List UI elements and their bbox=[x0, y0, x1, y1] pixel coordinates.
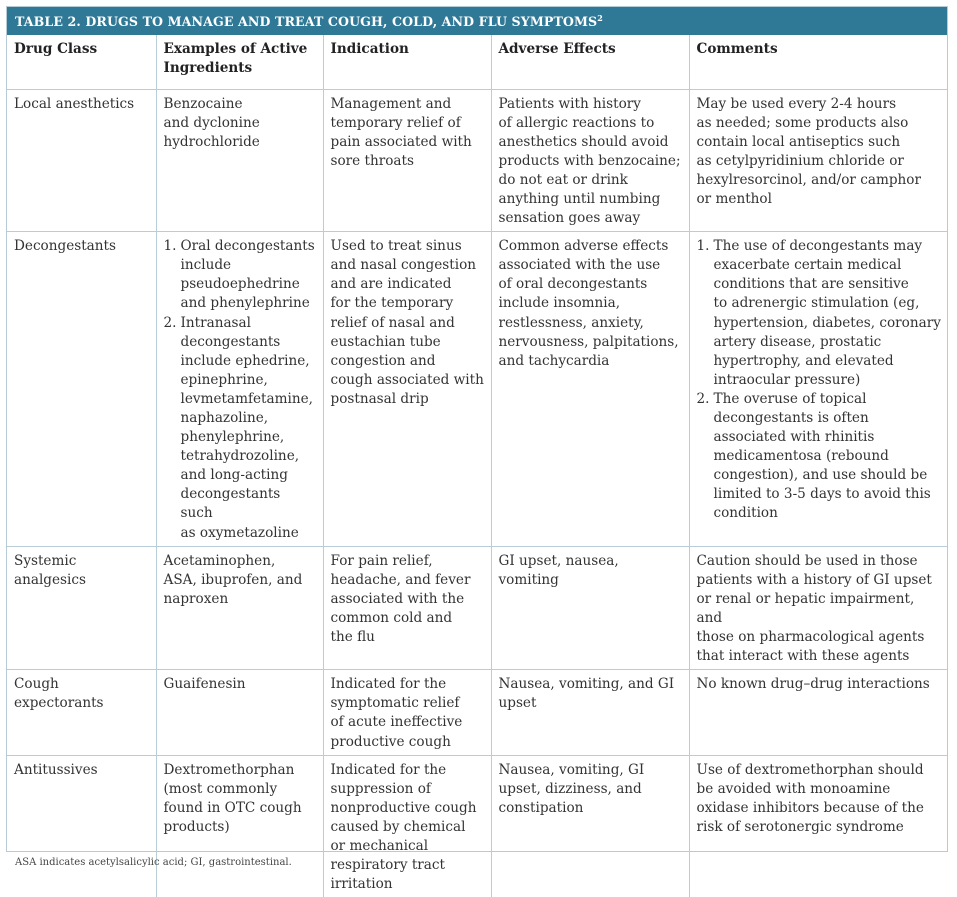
cell-comments bbox=[689, 755, 947, 897]
cell-text: Indicated for the symptomatic relief of acute ineffective productive cough bbox=[330, 676, 463, 750]
table-row bbox=[7, 755, 947, 897]
cell-text: Common adverse effects associated with the use of oral decongestants include insomnia, restlessness, anxiety, nervousness, palpitations, and tachycardia bbox=[498, 238, 679, 369]
list-number: 1. bbox=[696, 238, 710, 255]
cell-text: Systemic analgesics bbox=[14, 552, 86, 588]
cell-adverse-effects bbox=[491, 546, 689, 670]
table-row bbox=[7, 546, 947, 670]
list-text: Intranasal decongestants include ephedrine, epinephrine, levmetamfetamine, naphazoline, phenylephrine, tetrahydrozoline, and long-acting decongestants such as oxymetazoline bbox=[180, 314, 313, 541]
cell-drug-class bbox=[7, 755, 156, 897]
list-number: 2. bbox=[696, 390, 710, 407]
header-examples bbox=[156, 35, 323, 89]
cell-indication bbox=[323, 546, 491, 670]
cell-indication bbox=[323, 670, 491, 755]
list-text: Oral decongestants include pseudoephedrine and phenylephrine bbox=[180, 238, 315, 312]
cell-drug-class bbox=[7, 670, 156, 755]
cell-examples bbox=[156, 89, 323, 232]
header-label: Adverse Effects bbox=[498, 41, 616, 57]
cell-text: Local anesthetics bbox=[14, 95, 135, 112]
cell-text: For pain relief, headache, and fever associated with the common cold and the flu bbox=[330, 552, 471, 646]
cell-text: Guaifenesin bbox=[163, 676, 246, 693]
table-title bbox=[7, 7, 947, 35]
cell-adverse-effects bbox=[491, 670, 689, 755]
cell-drug-class bbox=[7, 546, 156, 670]
drug-table bbox=[7, 35, 947, 897]
header-row bbox=[7, 35, 947, 89]
cell-examples bbox=[156, 546, 323, 670]
cell-text: Benzocaine and dyclonine hydrochloride bbox=[163, 95, 260, 150]
cell-text: GI upset, nausea, vomiting bbox=[498, 552, 619, 588]
cell-indication bbox=[323, 755, 491, 897]
cell-text: Indicated for the suppression of nonproductive cough caused by chemical or mechanical respiratory tract irritation bbox=[330, 761, 477, 893]
cell-text: Nausea, vomiting, and GI upset bbox=[498, 676, 675, 712]
header-label: Comments bbox=[696, 41, 778, 57]
cell-text: May be used every 2-4 hours as needed; some products also contain local antiseptics such as cetylpyridinium chloride or hexylresorcinol, and/or camphor or menthol bbox=[696, 95, 921, 207]
list-text: The use of decongestants may exacerbate certain medical conditions that are sensitive to adrenergic stimulation (eg, hypertension, diabetes, coronary artery disease, prostatic hypertrophy, and elevated intraocular pressure) bbox=[713, 238, 941, 388]
list-item bbox=[164, 314, 317, 543]
header-label: Drug Class bbox=[14, 41, 98, 57]
list-text: The overuse of topical decongestants is often associated with rhinitis medicamentosa (rebound congestion), and use should be limited to 3-5 days to avoid this condition bbox=[713, 390, 931, 522]
cell-comments bbox=[689, 670, 947, 755]
cell-text: Cough expectorants bbox=[14, 676, 104, 712]
cell-examples bbox=[156, 755, 323, 897]
header-comments bbox=[689, 35, 947, 89]
cell-text: Caution should be used in those patients with a history of GI upset or renal or hepatic impairment, and those on pharmacological agents that interact with these agents bbox=[696, 552, 932, 665]
header-label: Indication bbox=[330, 41, 409, 57]
cell-indication bbox=[323, 89, 491, 232]
cell-text: Management and temporary relief of pain associated with sore throats bbox=[330, 95, 472, 169]
cell-adverse-effects bbox=[491, 755, 689, 897]
table-row bbox=[7, 232, 947, 547]
cell-text: Use of dextromethorphan should be avoided with monoamine oxidase inhibitors because of the risk of serotonergic syndrome bbox=[696, 761, 924, 835]
header-label: Examples of Active Ingredients bbox=[163, 41, 308, 76]
comments-list bbox=[697, 237, 942, 523]
examples-list bbox=[164, 237, 317, 543]
cell-indication bbox=[323, 232, 491, 547]
cell-text: Nausea, vomiting, GI upset, dizziness, and constipation bbox=[498, 761, 645, 816]
cell-text: Antitussives bbox=[14, 761, 98, 778]
table-footnote: ASA indicates acetylsalicylic acid; GI, gastrointestinal. bbox=[15, 857, 292, 868]
cell-comments bbox=[689, 89, 947, 232]
cell-examples bbox=[156, 670, 323, 755]
table-row bbox=[7, 670, 947, 755]
list-item bbox=[164, 237, 317, 313]
cell-text: Patients with history of allergic reactions to anesthetics should avoid products with benzocaine; do not eat or drink anything until numbing sensation goes away bbox=[498, 95, 681, 227]
header-indication bbox=[323, 35, 491, 89]
cell-adverse-effects bbox=[491, 89, 689, 232]
cell-drug-class bbox=[7, 89, 156, 232]
cell-comments bbox=[689, 546, 947, 670]
title-reference: 2 bbox=[597, 13, 603, 23]
header-drug-class bbox=[7, 35, 156, 89]
list-number: 1. bbox=[163, 238, 177, 255]
cell-comments bbox=[689, 232, 947, 547]
table-title-text: TABLE 2. DRUGS TO MANAGE AND TREAT COUGH, COLD, AND FLU SYMPTOMS bbox=[15, 14, 598, 29]
cell-adverse-effects bbox=[491, 232, 689, 547]
header-adverse-effects bbox=[491, 35, 689, 89]
cell-examples bbox=[156, 232, 323, 547]
cell-text: Decongestants bbox=[14, 238, 116, 255]
cell-drug-class bbox=[7, 232, 156, 547]
cell-text: Dextromethorphan (most commonly found in OTC cough products) bbox=[163, 761, 302, 835]
table-row bbox=[7, 89, 947, 232]
list-item bbox=[697, 237, 942, 390]
cell-text: Acetaminophen, ASA, ibuprofen, and naproxen bbox=[163, 552, 303, 607]
list-number: 2. bbox=[163, 314, 177, 331]
cell-text: Used to treat sinus and nasal congestion and are indicated for the temporary relief of nasal and eustachian tube congestion and cough associated with postnasal drip bbox=[330, 238, 484, 407]
cell-text: No known drug–drug interactions bbox=[696, 676, 930, 693]
list-item bbox=[697, 390, 942, 524]
